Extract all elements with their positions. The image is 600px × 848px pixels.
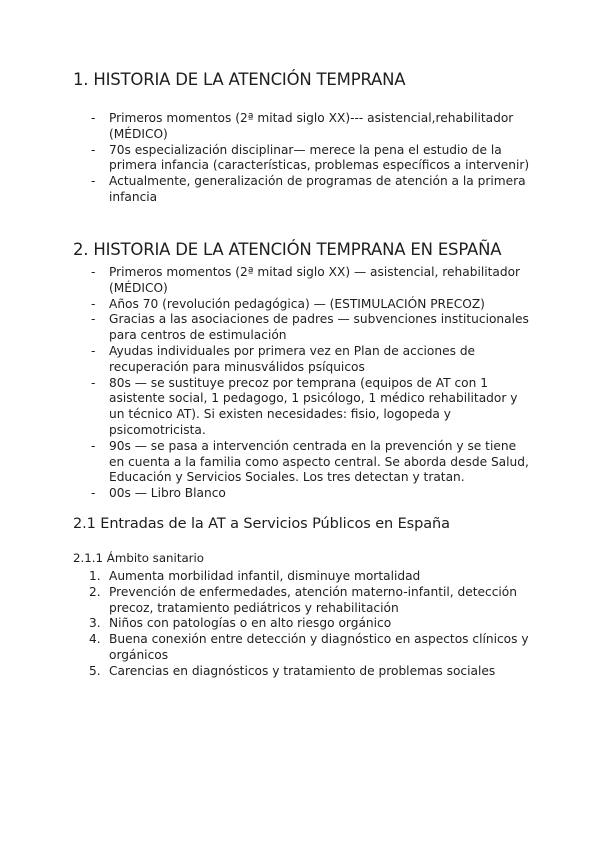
section-1-list — [73, 111, 533, 206]
list-item: - Ayudas individuales por primera vez en Plan de acciones de recuperación para minusválidos psíquicos — [73, 344, 533, 376]
list-item — [73, 569, 533, 585]
list-marker: 1. — [89, 569, 101, 583]
list-marker: 4. — [89, 632, 101, 647]
list-item: - Años 70 (revolución pedagógica) — (ESTIMULACIÓN PRECOZ) — [73, 297, 533, 313]
subsection-title: 2.1 Entradas de la AT a Servicios Públicos en España — [73, 516, 450, 532]
list-item-text: Buena conexión entre detección y diagnóstico en aspectos clínicos y orgánicos — [109, 632, 529, 662]
list-item: - 00s — Libro Blanco — [73, 486, 533, 502]
list-item: - 90s — se pasa a intervención centrada en la prevención y se tiene en cuenta a la familia como aspecto central. Se aborda desde Salud, Educación y Servicios Sociales. Los tres detectan y tratan. — [73, 439, 533, 486]
list-item — [73, 632, 533, 664]
section-2-list — [73, 265, 533, 502]
list-item-text: Carencias en diagnósticos y tratamiento de problemas sociales — [109, 663, 496, 678]
list-item — [73, 585, 533, 617]
subsubsection-title: 2.1.1 Ámbito sanitario — [73, 551, 205, 565]
list-item — [73, 664, 533, 680]
list-marker: 2. — [89, 584, 101, 599]
list-item: - Primeros momentos (2ª mitad siglo XX)--- asistencial,rehabilitador (MÉDICO) — [73, 111, 533, 143]
list-item-text: Aumenta morbilidad infantil, disminuye mortalidad — [109, 569, 421, 583]
list-item-text: Niños con patologías o en alto riesgo orgánico — [109, 616, 392, 631]
list-marker: 3. — [89, 616, 101, 631]
list-item: - 70s especialización disciplinar— merece la pena el estudio de la primera infancia (características, problemas específicos a intervenir) — [73, 143, 533, 175]
list-item: - Gracias a las asociaciones de padres — subvenciones institucionales para centros de estimulación — [73, 312, 533, 344]
list-marker: 5. — [89, 663, 101, 678]
list-item — [73, 616, 533, 632]
section-2-title: 2. HISTORIA DE LA ATENCIÓN TEMPRANA EN ESPAÑA — [73, 240, 502, 259]
list-item: - Primeros momentos (2ª mitad siglo XX) — asistencial, rehabilitador (MÉDICO) — [73, 265, 533, 297]
subsection-list — [73, 569, 533, 680]
list-item-text: Prevención de enfermedades, atención materno-infantil, detección precoz, tratamiento pediátricos y rehabilitación — [109, 584, 517, 615]
section-1-title: 1. HISTORIA DE LA ATENCIÓN TEMPRANA — [73, 70, 406, 89]
list-item: - Actualmente, generalización de programas de atención a la primera infancia — [73, 174, 533, 206]
list-item: - 80s — se sustituye precoz por temprana (equipos de AT con 1 asistente social, 1 pedagogo, 1 psicólogo, 1 médico rehabilitador y un técnico AT). Si existen necesidades: fisio, logopeda y psicomotricista. — [73, 376, 533, 439]
